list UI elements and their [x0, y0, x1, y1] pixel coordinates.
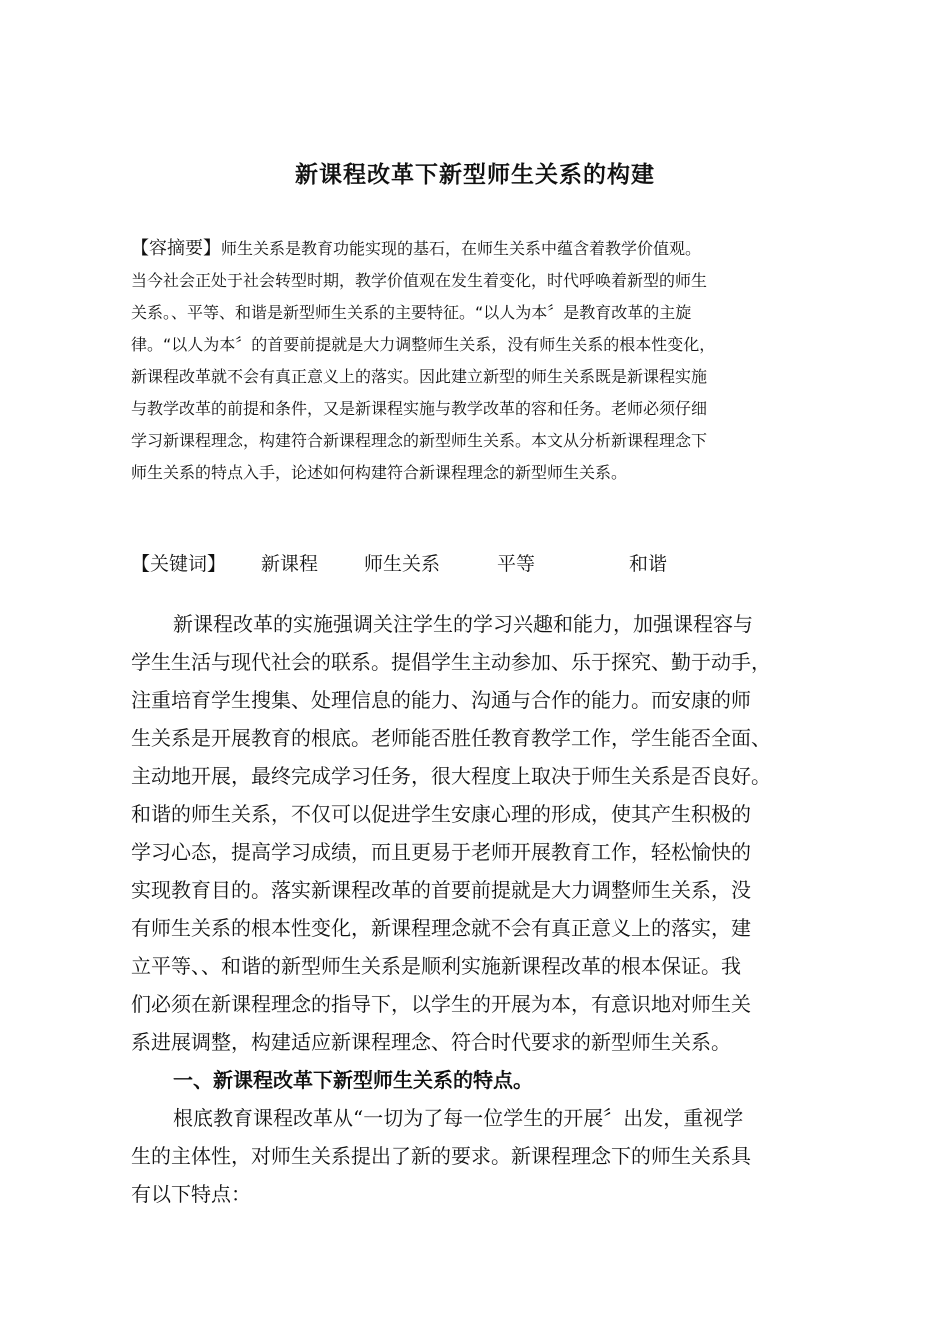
paragraph-line: 注重培育学生搜集、处理信息的能力、沟通与合作的能力。而安康的师 [131, 688, 751, 712]
keyword-item: 师生关系 [364, 553, 441, 575]
paragraph-line: 们必须在新课程理念的指导下，以学生的开展为本，有意识地对师生关 [131, 992, 751, 1016]
abstract-line: 与教学改革的前提和条件，又是新课程实施与教学改革的容和任务。老师必须仔细 [131, 399, 708, 418]
paragraph-line: 生的主体性，对师生关系提出了新的要求。新课程理念下的师生关系具 [131, 1144, 751, 1168]
keyword-item: 和谐 [629, 553, 668, 575]
keywords [131, 548, 831, 580]
paragraph-line: 系进展调整，构建适应新课程理念、符合时代要求的新型师生关系。 [131, 1030, 731, 1054]
abstract-label: 【容摘要】 [131, 238, 221, 259]
section-heading: 一、新课程改革下新型师生关系的特点。 [173, 1068, 533, 1092]
keyword-item: 平等 [497, 553, 536, 575]
paragraph-line: 学习心态，提高学习成绩，而且更易于老师开展教育工作，轻松愉快的 [131, 840, 751, 864]
paragraph-line: 和谐的师生关系，不仅可以促进学生安康心理的形成，使其产生积极的 [131, 802, 751, 826]
paragraph-line: 主动地开展，最终完成学习任务，很大程度上取决于师生关系是否良好。 [131, 764, 771, 788]
paragraph-line: 立平等、、和谐的新型师生关系是顺利实施新课程改革的根本保证。我 [131, 954, 741, 978]
paragraph-line: 有以下特点： [131, 1182, 251, 1206]
paragraph-line: 学生生活与现代社会的联系。提倡学生主动参加、乐于探究、勤于动手， [131, 650, 771, 674]
document-title: 新课程改革下新型师生关系的构建 [295, 161, 655, 188]
keywords-label: 【关键词】 [131, 553, 227, 575]
abstract-line: 律。“以人为本〞的首要前提就是大力调整师生关系，没有师生关系的根本性变化， [131, 335, 716, 354]
abstract-line: 师生关系的特点入手，论述如何构建符合新课程理念的新型师生关系。 [131, 463, 628, 482]
paragraph-line: 新课程改革的实施强调关注学生的学习兴趣和能力，加强课程容与 [173, 612, 753, 636]
abstract [131, 233, 831, 489]
paragraph-line: 有师生关系的根本性变化，新课程理念就不会有真正意义上的落实，建 [131, 916, 751, 940]
body-text [131, 605, 831, 1213]
abstract-text: 师生关系是教育功能实现的基石，在师生关系中蕴含着教学价值观。 [221, 239, 702, 258]
keyword-item: 新课程 [261, 553, 319, 575]
paragraph-line: 根底教育课程改革从“一切为了每一位学生的开展〞出发，重视学 [173, 1106, 744, 1130]
abstract-line: 新课程改革就不会有真正意义上的落实。因此建立新型的师生关系既是新课程实施 [131, 367, 708, 386]
paragraph-line: 生关系是开展教育的根底。老师能否胜任教育教学工作，学生能否全面、 [131, 726, 771, 750]
abstract-line: 学习新课程理念，构建符合新课程理念的新型师生关系。本文从分析新课程理念下 [131, 431, 708, 450]
paragraph-line: 实现教育目的。落实新课程改革的首要前提就是大力调整师生关系，没 [131, 878, 751, 902]
abstract-line: 当今社会正处于社会转型时期，教学价值观在发生着变化，时代呼唤着新型的师生 [131, 271, 708, 290]
abstract-line [131, 233, 831, 265]
abstract-line: 关系。、平等、和谐是新型师生关系的主要特征。“以人为本〞是教育改革的主旋 [131, 303, 692, 322]
